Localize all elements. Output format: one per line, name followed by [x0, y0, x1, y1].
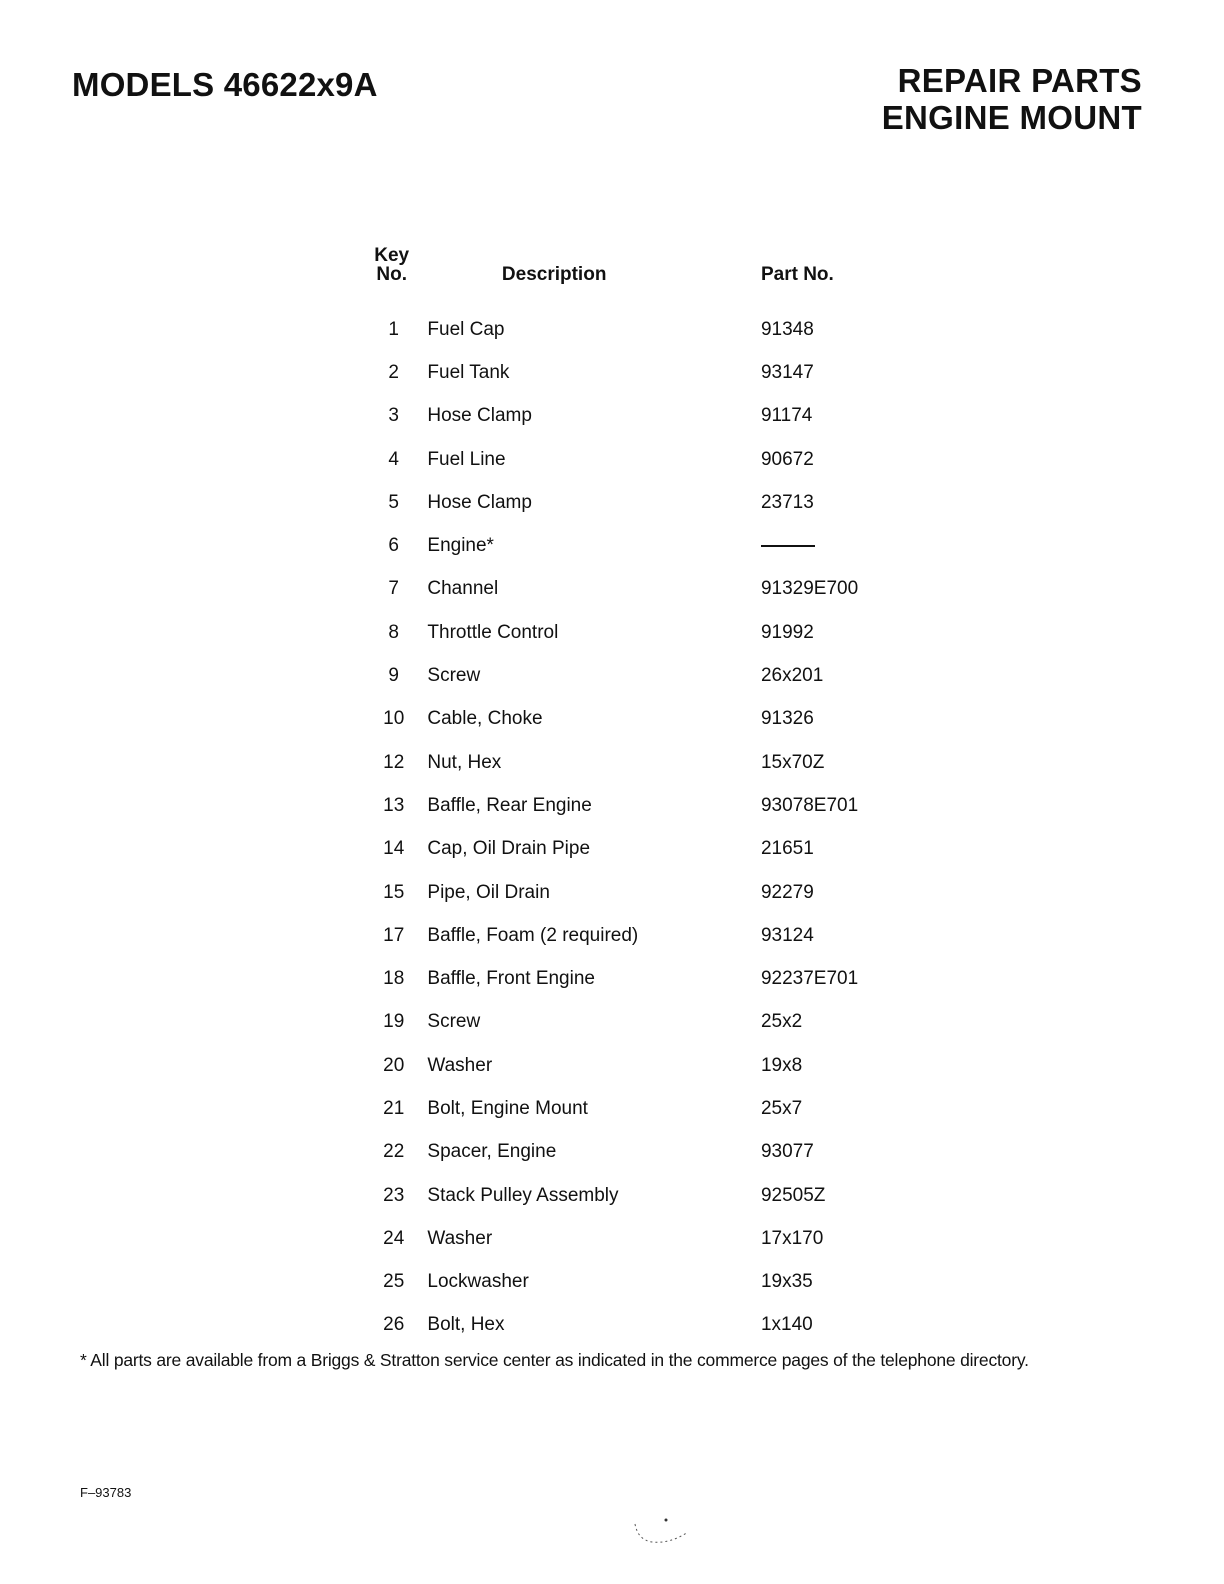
- table-row: [356, 1131, 916, 1174]
- row-description: Cable, Choke: [427, 708, 543, 730]
- table-row: [356, 1261, 916, 1304]
- table-row: [356, 784, 916, 827]
- row-key-no: 22: [383, 1141, 405, 1163]
- row-description: Stack Pulley Assembly: [427, 1184, 619, 1206]
- table-row: [356, 611, 916, 654]
- table-row: [356, 1001, 916, 1044]
- row-part-no: 19x35: [760, 1271, 813, 1293]
- header-key-line1: Key: [374, 245, 410, 266]
- row-description: Hose Clamp: [427, 491, 532, 513]
- scan-artifact-icon: [630, 1512, 700, 1552]
- row-description: Nut, Hex: [427, 751, 502, 773]
- row-part-no: 91174: [760, 405, 813, 427]
- row-part-no: 19x8: [760, 1054, 803, 1076]
- row-key-no: 2: [388, 361, 399, 383]
- row-part-no: 93078E701: [760, 794, 859, 816]
- table-row: [356, 568, 916, 611]
- row-description: Engine*: [427, 535, 494, 557]
- row-part-no: 21651: [760, 838, 814, 860]
- row-description: Fuel Cap: [427, 318, 505, 340]
- row-description: Screw: [427, 665, 481, 687]
- row-description: Lockwasher: [427, 1271, 529, 1293]
- row-part-no: 91348: [760, 318, 814, 340]
- footnote: * All parts are available from a Briggs & Stratton service center as indicated in the commerce pages of the telephone directory.: [80, 1350, 1029, 1370]
- no-part-dash: [761, 545, 815, 547]
- row-key-no: 24: [383, 1227, 405, 1249]
- row-key-no: 4: [388, 448, 399, 470]
- row-description: Pipe, Oil Drain: [427, 881, 550, 903]
- table-row: [356, 1087, 916, 1130]
- row-part-no: 25x2: [760, 1011, 803, 1033]
- row-part-no: 25x7: [760, 1097, 803, 1119]
- row-key-no: 9: [388, 665, 399, 687]
- row-description: Hose Clamp: [427, 405, 532, 427]
- table-row: [356, 1174, 916, 1217]
- row-description: Spacer, Engine: [427, 1141, 557, 1163]
- row-part-no: 92279: [760, 881, 814, 903]
- row-part-no: 91326: [760, 708, 814, 730]
- row-key-no: 12: [383, 751, 405, 773]
- row-key-no: 19: [383, 1011, 405, 1033]
- row-description: Washer: [427, 1227, 493, 1249]
- row-key-no: 7: [388, 578, 399, 600]
- table-row: [356, 914, 916, 957]
- parts-table-header: [356, 222, 916, 284]
- section-title-line2: ENGINE MOUNT: [881, 99, 1142, 136]
- table-row: [356, 308, 916, 351]
- table-row: [356, 654, 916, 697]
- table-row: [356, 481, 916, 524]
- table-row: [356, 698, 916, 741]
- row-part-no: 92237E701: [760, 968, 859, 990]
- row-description: Cap, Oil Drain Pipe: [427, 838, 591, 860]
- table-row: [356, 1217, 916, 1260]
- row-description: Fuel Tank: [427, 361, 510, 383]
- row-description: Baffle, Foam (2 required): [427, 924, 639, 946]
- row-description: Baffle, Front Engine: [427, 968, 595, 990]
- table-row: [356, 524, 916, 567]
- models-title: MODELS 46622x9A: [72, 66, 378, 103]
- header-description: Description: [501, 264, 607, 285]
- row-part-no: 17x170: [760, 1227, 824, 1249]
- section-title-line1: REPAIR PARTS: [897, 62, 1142, 99]
- header-key-no: [356, 222, 427, 284]
- header-key-line2: No.: [376, 264, 407, 285]
- row-description: Fuel Line: [427, 448, 506, 470]
- row-key-no: 25: [383, 1271, 405, 1293]
- row-key-no: 13: [383, 794, 405, 816]
- row-part-no: 91329E700: [760, 578, 859, 600]
- row-part-no: 92505Z: [760, 1184, 826, 1206]
- row-key-no: 8: [388, 621, 399, 643]
- row-description: Screw: [427, 1011, 481, 1033]
- table-row: [356, 828, 916, 871]
- table-row: [356, 871, 916, 914]
- row-key-no: 3: [388, 405, 399, 427]
- row-description: Washer: [427, 1054, 493, 1076]
- row-part-no: 1x140: [760, 1314, 813, 1336]
- row-key-no: 26: [383, 1314, 405, 1336]
- row-key-no: 1: [388, 318, 399, 340]
- row-part-no: 93124: [760, 924, 814, 946]
- row-part-no: 26x201: [760, 665, 824, 687]
- row-part-no: 90672: [760, 448, 814, 470]
- row-key-no: 21: [383, 1097, 405, 1119]
- section-title: [882, 62, 1142, 136]
- table-row: [356, 1044, 916, 1087]
- header-part-no: Part No.: [760, 264, 834, 285]
- row-part-no: [761, 524, 916, 567]
- row-key-no: 6: [388, 535, 399, 557]
- table-row: [356, 395, 916, 438]
- table-row: [356, 351, 916, 394]
- row-key-no: 14: [383, 838, 405, 860]
- form-code: F–93783: [80, 1485, 132, 1500]
- parts-table: [356, 222, 916, 1347]
- row-description: Channel: [427, 578, 499, 600]
- row-part-no: 15x70Z: [760, 751, 825, 773]
- row-part-no: 23713: [760, 491, 814, 513]
- row-key-no: 18: [383, 968, 405, 990]
- row-description: Bolt, Hex: [427, 1314, 505, 1336]
- table-row: [356, 438, 916, 481]
- table-row: [356, 1304, 916, 1347]
- parts-table-body: [356, 284, 916, 1347]
- table-spacer: [356, 284, 916, 308]
- row-key-no: 17: [383, 924, 405, 946]
- table-row: [356, 741, 916, 784]
- row-description: Bolt, Engine Mount: [427, 1097, 588, 1119]
- row-key-no: 10: [383, 708, 405, 730]
- row-key-no: 15: [383, 881, 405, 903]
- row-description: Throttle Control: [427, 621, 559, 643]
- row-part-no: 93147: [760, 361, 814, 383]
- row-part-no: 91992: [760, 621, 814, 643]
- row-part-no: 93077: [760, 1141, 814, 1163]
- row-key-no: 5: [388, 491, 399, 513]
- table-row: [356, 957, 916, 1000]
- row-key-no: 20: [383, 1054, 405, 1076]
- row-description: Baffle, Rear Engine: [427, 794, 592, 816]
- row-key-no: 23: [383, 1184, 405, 1206]
